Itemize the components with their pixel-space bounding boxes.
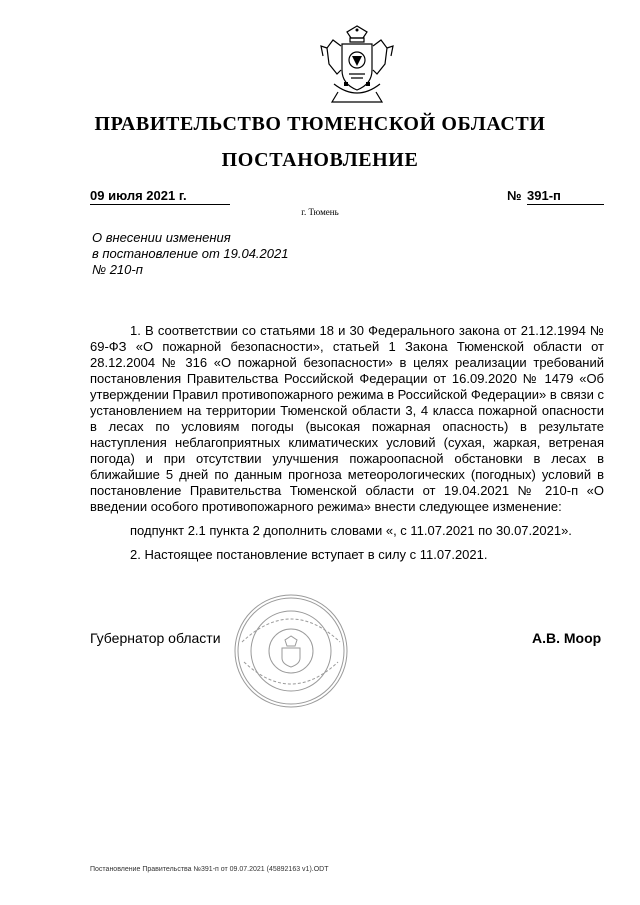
document-type-title: ПОСТАНОВЛЕНИЕ xyxy=(221,149,419,171)
signer-name: А.В. Моор xyxy=(532,630,602,646)
number-sign: № xyxy=(507,188,522,203)
document-footer: Постановление Правительства №391-п от 09.07.2021 (45892163 v1).ODT xyxy=(90,866,329,873)
document-number: 391-п xyxy=(527,188,604,205)
signer-position: Губернатор области xyxy=(90,630,221,646)
body-paragraph-1: 1. В соответствии со статьями 18 и 30 Федерального закона от 21.12.1994 № 69-ФЗ «О пожарной безопасности», статьей 1 Закона Тюменской области от 28.12.2004 № 316 «О пожарной безопасности» в целях реализации требований постановления Правительства Российской Федерации от 16.09.2020 № 1479 «Об утверждении Правил противопожарного режима в Российской Федерации» в связи с установлением на территории Тюменской области 3, 4 класса пожарной опасности в лесах по условиям погоды (высокая пожарная опасность) в результате наступления неблагоприятных климатических условий (сухая, жаркая, ветреная погода) и при отсутствии улучшения пожароопасной обстановки в лесах в ближайшие 5 дней по данным прогноза метеорологических (погодных) условий в постановление Правительства Тюменской области от 19.04.2021 № 210-п «О введении особого противопожарного режима» внести следующее изменение: xyxy=(90,323,605,514)
city-label: г. Тюмень xyxy=(301,207,339,217)
document-subject xyxy=(92,230,352,278)
official-seal-icon xyxy=(232,592,350,710)
body-paragraph-2: подпункт 2.1 пункта 2 дополнить словами «, с 11.07.2021 по 30.07.2021». xyxy=(130,523,572,538)
subject-line: № 210-п xyxy=(92,262,143,277)
document-date: 09 июля 2021 г. xyxy=(90,188,230,205)
coat-of-arms-icon xyxy=(314,22,400,108)
document-body xyxy=(90,323,604,563)
subject-line: О внесении изменения xyxy=(92,230,231,245)
subject-line: в постановление от 19.04.2021 xyxy=(92,246,289,261)
body-paragraph-3: 2. Настоящее постановление вступает в силу с 11.07.2021. xyxy=(130,547,488,562)
government-title: ПРАВИТЕЛЬСТВО ТЮМЕНСКОЙ ОБЛАСТИ xyxy=(94,113,546,135)
